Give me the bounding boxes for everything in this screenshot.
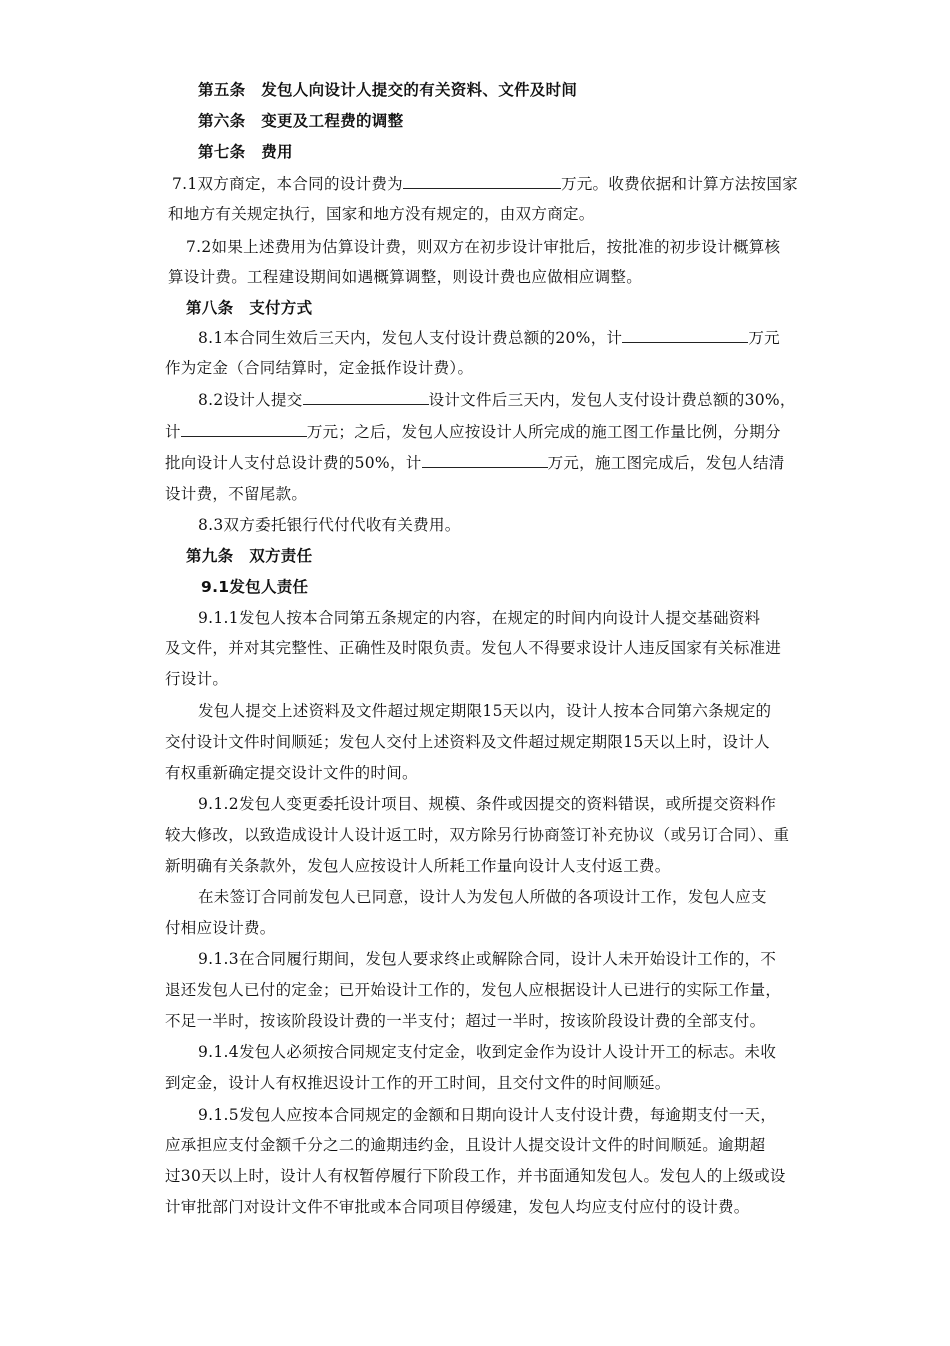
text: 9.1.5发包人应按本合同规定的金额和日期向设计人支付设计费，每逾期支付一天， (198, 1106, 777, 1124)
clause-9-1-5-line-2 (165, 1134, 765, 1156)
text: 付相应设计费。 (165, 919, 276, 937)
clause-8-1-line-1 (198, 327, 780, 349)
clause-7-2-line-2 (168, 266, 642, 288)
clause-9-1-5-line-1 (198, 1104, 776, 1126)
clause-8-3 (198, 514, 461, 536)
clause-9-1-2-line-2 (165, 824, 789, 846)
paragraph-delay-line-1 (198, 700, 771, 722)
clause-9-1-1-line-2 (165, 637, 781, 659)
text: 9.1.4发包人必须按合同规定支付定金，收到定金作为设计人设计开工的标志。未收 (198, 1043, 777, 1061)
text: 万元，施工图完成后，发包人结清 (547, 454, 785, 472)
clause-8-2-line-3 (165, 452, 785, 474)
text: 7.1双方商定，本合同的设计费为 (172, 175, 403, 193)
text: 9.1发包人责任 (201, 578, 309, 596)
text: 8.1本合同生效后三天内，发包人支付设计费总额的20%，计 (198, 329, 623, 347)
text: 批向设计人支付总设计费的50%，计 (165, 454, 422, 472)
clause-9-1-3-line-2 (165, 979, 781, 1001)
text: 到定金，设计人有权推迟设计工作的开工时间，且交付文件的时间顺延。 (165, 1074, 671, 1092)
text: 新明确有关条款外，发包人应按设计人所耗工作量向设计人支付返工费。 (165, 857, 671, 875)
text: 作为定金（合同结算时，定金抵作设计费）。 (165, 359, 474, 377)
text: 9.1.1发包人按本合同第五条规定的内容，在规定的时间内向设计人提交基础资料 (198, 609, 761, 627)
clause-9-1-3-line-3 (165, 1010, 765, 1032)
clause-9-1-5-line-4 (165, 1196, 750, 1218)
text: 8.3双方委托银行代付代收有关费用。 (198, 516, 461, 534)
text: 9.1.3在合同履行期间，发包人要求终止或解除合同，设计人未开始设计工作的，不 (198, 950, 777, 968)
text: 设计文件后三天内，发包人支付设计费总额的30%， (428, 391, 796, 409)
text: 第七条 费用 (198, 143, 293, 161)
clause-9-1-4-line-2 (165, 1072, 671, 1094)
article-7-heading (198, 141, 293, 163)
design-fee-blank (403, 174, 561, 189)
text: 第五条 发包人向设计人提交的有关资料、文件及时间 (198, 81, 578, 99)
text: 及文件，并对其完整性、正确性及时限负责。发包人不得要求设计人违反国家有关标准进 (165, 639, 782, 657)
article-6-heading (198, 110, 403, 132)
article-5-heading (198, 79, 577, 101)
text: 第八条 支付方式 (186, 299, 313, 317)
clause-9-1-1-line-3 (165, 668, 228, 690)
text: 计审批部门对设计文件不审批或本合同项目停缓建，发包人均应支付应付的设计费。 (165, 1198, 750, 1216)
clause-9-1-4-line-1 (198, 1041, 776, 1063)
clause-7-2-line-1 (186, 236, 780, 258)
text: 第六条 变更及工程费的调整 (198, 112, 404, 130)
second-payment-blank (181, 422, 307, 437)
text: 行设计。 (165, 670, 229, 688)
clause-8-2-line-1 (198, 389, 796, 411)
article-8-heading (186, 297, 312, 319)
text: 和地方有关规定执行，国家和地方没有规定的，由双方商定。 (168, 205, 595, 223)
text: 不足一半时，按该阶段设计费的一半支付；超过一半时，按该阶段设计费的全部支付。 (165, 1012, 766, 1030)
clause-8-1-line-2 (165, 357, 473, 379)
clause-9-1-1-line-1 (198, 607, 760, 629)
text: 退还发包人已付的定金；已开始设计工作的，发包人应根据设计人已进行的实际工作量， (165, 981, 782, 999)
clause-9-1-3-line-1 (198, 948, 776, 970)
section-9-1-heading (201, 576, 308, 598)
clause-9-1-2-line-3 (165, 855, 671, 877)
text: 较大修改，以致造成设计人设计返工时，双方除另行协商签订补充协议（或另订合同）、重 (165, 826, 790, 844)
paragraph-presigning-line-1 (198, 886, 767, 908)
installment-payment-blank (422, 453, 548, 468)
text: 万元。收费依据和计算方法按国家 (560, 175, 798, 193)
text: 有权重新确定提交设计文件的时间。 (165, 764, 418, 782)
clause-7-1-line-2 (168, 203, 595, 225)
paragraph-presigning-line-2 (165, 917, 276, 939)
clause-8-2-line-4 (165, 483, 307, 505)
text: 算设计费。工程建设期间如遇概算调整，则设计费也应做相应调整。 (168, 268, 643, 286)
paragraph-delay-line-3 (165, 762, 418, 784)
text: 交付设计文件时间顺延；发包人交付上述资料及文件超过规定期限15天以上时，设计人 (165, 733, 770, 751)
text: 在未签订合同前发包人已同意，设计人为发包人所做的各项设计工作，发包人应支 (198, 888, 767, 906)
article-9-heading (186, 545, 312, 567)
text: 设计费，不留尾款。 (165, 485, 308, 503)
deposit-amount-blank (622, 328, 748, 343)
text: 9.1.2发包人变更委托设计项目、规模、条件或因提交的资料错误，或所提交资料作 (198, 795, 777, 813)
text: 发包人提交上述资料及文件超过规定期限15天以内，设计人按本合同第六条规定的 (198, 702, 772, 720)
paragraph-delay-line-2 (165, 731, 770, 753)
text: 第九条 双方责任 (186, 547, 313, 565)
text: 万元；之后，发包人应按设计人所完成的施工图工作量比例，分期分 (306, 423, 781, 441)
design-document-blank (303, 390, 429, 405)
text: 8.2设计人提交 (198, 391, 303, 409)
text: 应承担应支付金额千分之二的逾期违约金，且设计人提交设计文件的时间顺延。逾期超 (165, 1136, 766, 1154)
clause-8-2-line-2 (165, 421, 781, 443)
clause-9-1-5-line-3 (165, 1165, 786, 1187)
text: 万元 (748, 329, 780, 347)
text: 7.2如果上述费用为估算设计费，则双方在初步设计审批后，按批准的初步设计概算核 (186, 238, 781, 256)
clause-9-1-2-line-1 (198, 793, 776, 815)
text: 过30天以上时，设计人有权暂停履行下阶段工作，并书面通知发包人。发包人的上级或设 (165, 1167, 786, 1185)
clause-7-1-line-1 (172, 173, 798, 195)
text: 计 (165, 423, 181, 441)
